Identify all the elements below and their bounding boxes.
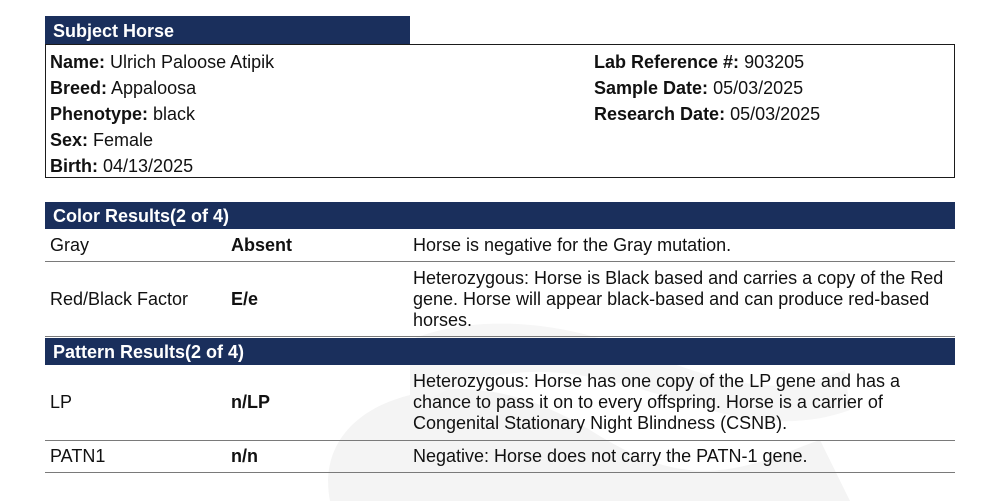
test-description: Negative: Horse does not carry the PATN-1 gene. [413, 446, 808, 466]
birth-line [50, 153, 274, 179]
name-line [50, 49, 274, 75]
subject-right-column [594, 49, 820, 127]
sample-date-label: Sample Date: [594, 78, 709, 98]
research-date-line [594, 101, 820, 127]
test-name: Gray [50, 234, 90, 255]
phenotype-label: Phenotype: [50, 104, 149, 124]
test-result: E/e [231, 288, 259, 309]
breed-value: Appaloosa [111, 78, 197, 98]
test-result: n/n [231, 446, 258, 466]
lab-reference-value: 903205 [744, 52, 805, 72]
phenotype-value: black [153, 104, 196, 124]
birth-label: Birth: [50, 156, 98, 176]
subject-left-column [50, 49, 274, 179]
test-description: Horse is negative for the Gray mutation. [413, 234, 732, 255]
subject-horse-header: Subject Horse [45, 16, 410, 44]
table-row-patn1 [45, 441, 955, 473]
test-name: LP [50, 392, 73, 412]
test-result: n/LP [231, 392, 270, 412]
name-label: Name: [50, 52, 106, 72]
lab-reference-line [594, 49, 820, 75]
test-name: PATN1 [50, 446, 106, 466]
table-row-lp [45, 365, 955, 441]
sample-date-line [594, 75, 820, 101]
lab-reference-label: Lab Reference #: [594, 52, 740, 72]
research-date-label: Research Date: [594, 104, 726, 124]
table-row-red-black-factor [45, 262, 955, 337]
name-value: Ulrich Paloose Atipik [110, 52, 275, 72]
sex-value: Female [93, 130, 154, 150]
sample-date-value: 05/03/2025 [713, 78, 804, 98]
table-row-gray [45, 229, 955, 262]
subject-info-box [45, 44, 955, 178]
phenotype-line [50, 101, 274, 127]
research-date-value: 05/03/2025 [730, 104, 821, 124]
pattern-results-header: Pattern Results(2 of 4) [45, 338, 955, 365]
test-name: Red/Black Factor [50, 288, 189, 309]
sex-label: Sex: [50, 130, 89, 150]
color-results-header: Color Results(2 of 4) [45, 202, 955, 229]
test-result: Absent [231, 234, 293, 255]
breed-line [50, 75, 274, 101]
birth-value: 04/13/2025 [103, 156, 194, 176]
test-description: Heterozygous: Horse has one copy of the LP gene and has a chance to pass it on to every offspring. Horse is a carrier of Congenital Stationary Night Blindness (CSNB). [413, 371, 900, 433]
breed-label: Breed: [50, 78, 108, 98]
test-description: Heterozygous: Horse is Black based and carries a copy of the Red gene. Horse will appear black-based and can produce red-based horses. [413, 267, 944, 330]
sex-line [50, 127, 274, 153]
